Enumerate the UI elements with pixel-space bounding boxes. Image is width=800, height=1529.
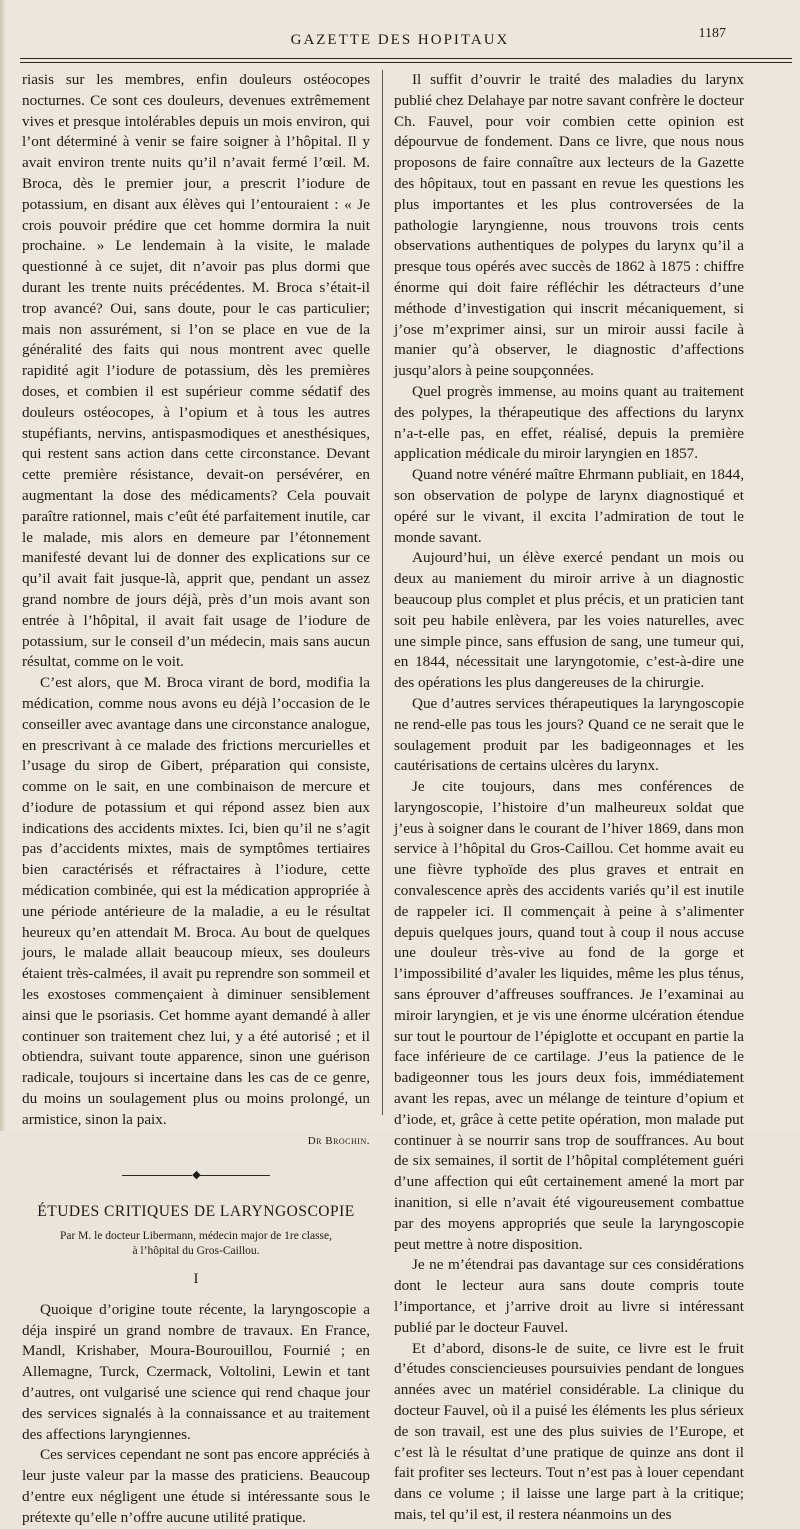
author-signature: Dr Brochin. bbox=[307, 1134, 370, 1147]
page-header bbox=[14, 26, 786, 56]
right-column bbox=[394, 70, 744, 1523]
section-title: ÉTUDES CRITIQUES DE LARYNGOSCOPIE bbox=[37, 1203, 355, 1221]
article-paragraph: Je ne m’étendrai pas davantage sur ces considérations dont le lecteur aura sans doute compris toute l’importance, et j’arrive droit au livre si intéressant publié par le docteur Fauvel. bbox=[394, 1256, 744, 1336]
section-separator: ◆ bbox=[22, 1165, 370, 1186]
article-paragraph: C’est alors, que M. Broca virant de bord, modifia la médication, comme nous avons eu déjà l’occasion de le conseiller avec avantage dans une circonstance analogue, en prescrivant à ce malade des frictions mercurielles et l’usage du sirop de Gibert, préparation qui consiste, comme on le sait, en une combinaison de mercure et d’iodure de potassium et qui répond assez bien aux indications des accidents mixtes. Ici, bien qu’il ne s’agit pas d’accidents mixtes, mais de symptômes tertiaires bien caractérisés et réfractaires à l’iodure, cette médication combinée, qui est la médication appropriée à une période antérieure de la maladie, a eu le résultat heureux qu’en attendait M. Broca. Au bout de quelques jours, le malade allait beaucoup mieux, ses douleurs étaient très-calmées, il avait pu reprendre son sommeil et les exostoses commençaient à diminuer sensiblement ainsi que le psoriasis. Cet homme ayant demandé à aller continuer son traitement chez lui, y a été autorisé ; et il obtiendra, suivant toute apparence, sinon une guérison radicale, toujours si incertaine dans les cas de ce genre, du moins un soulagement plus ou moins prolongé, un armistice, sinon la paix. bbox=[22, 674, 370, 1128]
section-paragraph: Ces services cependant ne sont pas encore appréciés à leur juste valeur par la masse des praticiens. Beaucoup d’entre eux négligent une étude si intéressante sous le prétexte qu’elle n’offre aucune utilité pratique. bbox=[22, 1446, 370, 1526]
column-divider bbox=[382, 70, 383, 1115]
article-paragraph: Aujourd’hui, un élève exercé pendant un mois ou deux au maniement du miroir arrive à un diagnostic beaucoup plus complet et plus précis, et un praticien tant soit peu habile enlèvera, par les voies naturelles, avec une simple pince, sans effusion de sang, une tumeur qui, en 1844, nécessitait une laryngotomie, c’est-à-dire une des opérations les plus dangereuses de la chirurgie. bbox=[394, 549, 744, 692]
section-paragraph: Quoique d’origine toute récente, la laryngoscopie a déja inspiré un grand nombre de travaux. En France, Mandl, Krishaber, Moura-Bourouillou, Fournié ; en Allemagne, Turck, Czermack, Voltolini, Lewin et tant d’autres, ont vulgarisé une science qui rend chaque jour des services signalés à la connaissance et au traitement des affections laryngiennes. bbox=[22, 1300, 370, 1443]
page-number: 1187 bbox=[698, 26, 726, 41]
section-byline bbox=[22, 1229, 370, 1259]
article-paragraph: Quel progrès immense, au moins quant au traitement des polypes, la thérapeutique des affections du larynx n’a-t-elle pas, en effet, réalisé, depuis la première application médicale du miroir laryngien en 1857. bbox=[394, 382, 744, 463]
section-numeral: I bbox=[193, 1271, 199, 1288]
header-rule-top bbox=[20, 58, 792, 59]
article-paragraph: Quand notre vénéré maître Ehrmann publiait, en 1844, son observation de polype de larynx diagnostiqué et opéré sur le vivant, il excita l’admiration de tout le monde savant. bbox=[394, 466, 744, 546]
article-paragraph: Et d’abord, disons-le de suite, ce livre est le fruit d’études consciencieuses poursuivies pendant de longues années avec un matériel considérable. La clinique du docteur Fauvel, où il a puisé les éléments les plus sérieux de son travail, est une des plus suivies de l’Europe, et c’est là le résultat d’une pratique de quinze ans dont il fait profiter ses lecteurs. Tout n’est pas à louer cependant dans ce volume ; il laisse une large part à la critique; mais, tel qu’il est, il restera néanmoins un des bbox=[394, 1339, 744, 1523]
byline-author: Par M. le docteur Libermann, médecin major de 1re classe, bbox=[59, 1230, 333, 1243]
article-paragraph: Il suffit d’ouvrir le traité des maladies du larynx publié chez Delahaye par notre savant confrère le docteur Ch. Fauvel, pour voir combien cette opinion est dépourvue de fondement. Dans ce livre, que nous nous proposons de faire connaître aux lecteurs de la Gazette des hôpitaux, tout en passant en revue les questions les plus importantes et les plus controversées de la pathologie laryngienne, nous trouvons trois cents observations authentiques de polypes du larynx qu’il a presque tous opérés avec succès de 1862 à 1875 : chiffre énorme qui doit faire réfléchir les détracteurs d’une méthode d’investigation qui inscrit mécaniquement, si j’ose m’exprimer ainsi, sur un miroir aussi facile à manier qu’à observer, le diagnostic d’affections jusqu’alors à peine soupçonnées. bbox=[394, 71, 744, 380]
running-title: GAZETTE DES HOPITAUX bbox=[290, 32, 510, 48]
left-column bbox=[22, 70, 370, 1526]
page-edge-shadow bbox=[0, 0, 6, 1131]
article-paragraph: Que d’autres services thérapeutiques la laryngoscopie ne rend-elle pas tous les jours? Quand ce ne serait que le soulagement produit par les badigeonnages et les cautérisations de certains ulcères du larynx. bbox=[394, 694, 744, 775]
header-rule-bottom bbox=[20, 62, 792, 63]
signature-line bbox=[22, 1131, 370, 1152]
article-paragraph: Je cite toujours, dans mes conférences de laryngoscopie, l’histoire d’un malheureux soldat que j’eus à soigner dans le courant de l’hiver 1869, dans mon service à l’hôpital du Gros-Caillou. Cet homme avait eu une fièvre typhoïde des plus graves et entrait en convalescence après des accidents variés qu’il est inutile de rappeler ici. Il commençait à peine à s’alimenter depuis quelques jours, quand tout à coup il nous accuse une douleur très-vive au fond de la gorge et l’impossibilité d’avaler les liquides, même les plus ténus, sans éprouver d’affreuses souffrances. Je l’examinai au miroir laryngien, et je vis une énorme ulcération étendue sur tout le pourtour de l’épiglotte et occupant en partie la face inférieure de ce cartilage. J’eus la patience de le badigeonner tous les jours deux fois, immédiatement avant les repas, avec un mélange de teinture d’opium et d’iode, et, grâce à cette petite opération, mon malade put continuer à se nourrir sans trop de souffrances. Au bout de six semaines, il sortit de l’hôpital complétement guéri d’une affection qui eût certainement amené la mort par inanition, si elle n’avait été vigoureusement combattue par des moyens appropriés que seule la laryngoscopie peut mettre à notre disposition. bbox=[394, 778, 744, 1253]
byline-affiliation: à l’hôpital du Gros-Caillou. bbox=[132, 1245, 260, 1258]
article-paragraph: riasis sur les membres, enfin douleurs ostéocopes nocturnes. Ce sont ces douleurs, devenues extrêmement vives et presque intolérables depuis un mois environ, qui l’ont déterminé à venir se faire soigner à l’hôpital. Il y avait environ trente nuits qu’il n’avait fermé l’œil. M. Broca, dès le premier jour, a prescrit l’iodure de potassium, en disant aux élèves qui l’entouraient : « Je crois pouvoir prédire que cet homme dormira la nuit prochaine. » Le lendemain à la visite, le malade questionné à ce sujet, dit n’avoir pas plus dormi que durant les trente nuits précédentes. M. Broca s’était-il trop avancé? Oui, sans doute, pour le cas particulier; mais non assurément, si l’on se place en vue de la généralité des faits qui nous montrent avec quelle rapidité agit l’iodure de potassium, dès les premières doses, et combien il est supérieur comme sédatif des douleurs ostéocopes, à l’opium et à tous les autres stupéfiants, nervins, antispasmodiques et anesthésiques, qui restent sans action dans cette circonstance. Devant cette première résistance, devait-on persévérer, en augmentant la dose des médicaments? Cela pouvait paraître rationnel, mais c’eût été parfaitement inutile, car le malade, mis alors en demeure par l’étonnement manifesté devant lui de donner des explications sur ce qu’il avait fait jusque-là, apprit que, pendant un assez grand nombre de jours déjà, près d’un mois avant son entrée à l’hôpital, il avait fait usage de l’iodure de potassium, sur le conseil d’un médecin, mais sans aucun résultat, comme on le voit. bbox=[22, 71, 370, 671]
